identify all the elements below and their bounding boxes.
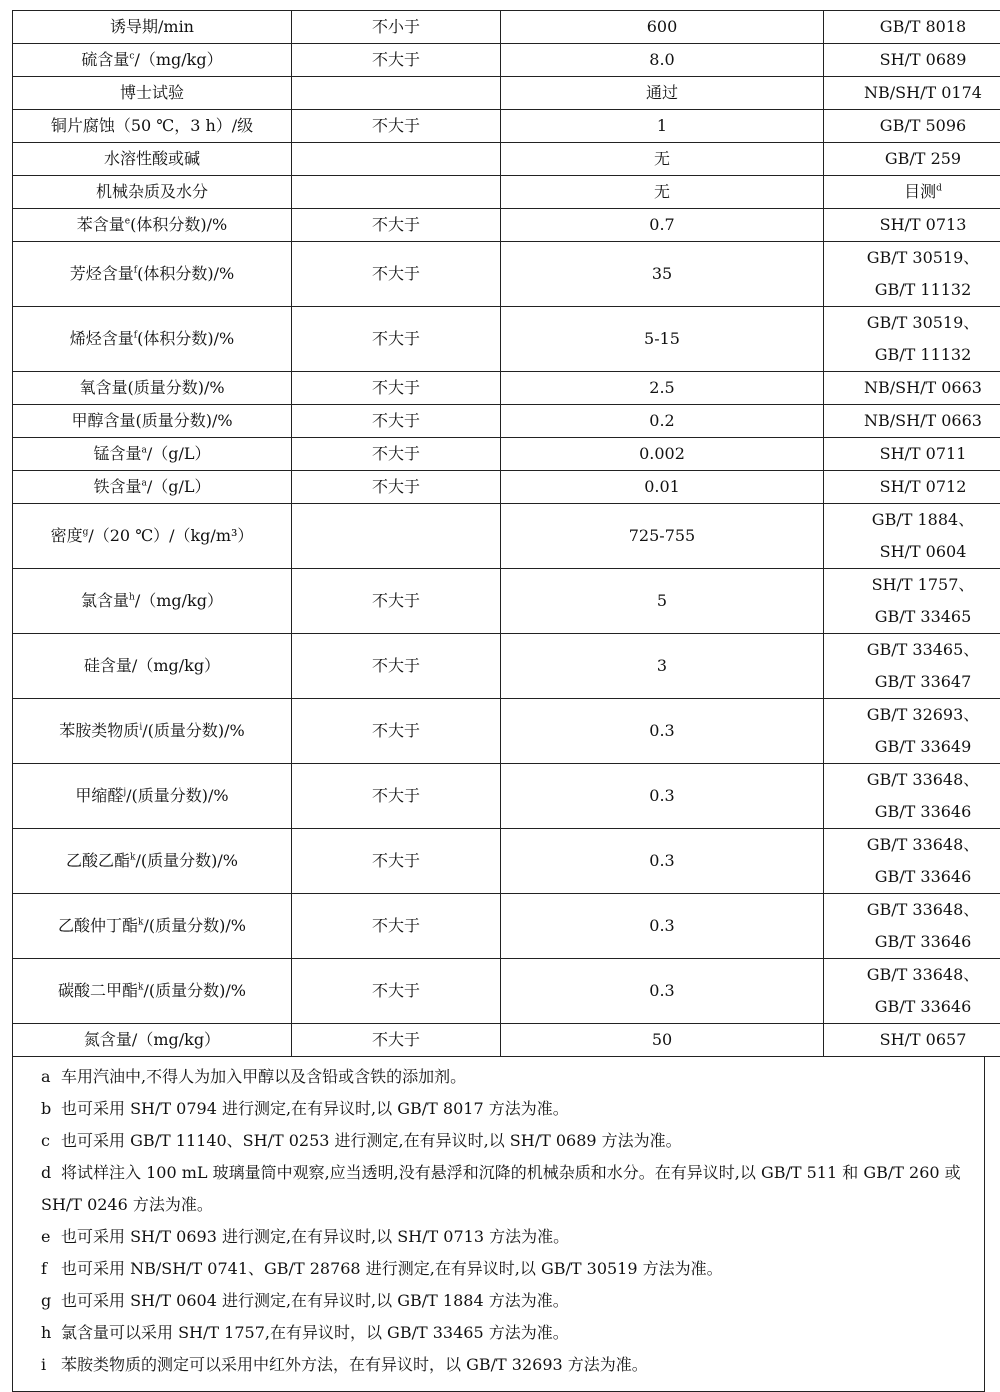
table-row (13, 764, 1000, 829)
footnote-i (13, 1349, 984, 1381)
method-line (828, 209, 1000, 241)
limit-cell: 不大于 (292, 471, 501, 504)
limit-cell: 不大于 (292, 405, 501, 438)
item-name: 甲醇含量(质量分数)/% (71, 411, 232, 430)
item-name: 锰含量 (93, 444, 141, 463)
value-cell: 50 (501, 1024, 824, 1057)
value-cell: 无 (501, 176, 824, 209)
item-name: 烯烃含量 (70, 329, 134, 348)
method-cell (824, 44, 1000, 77)
method-cell (824, 143, 1000, 176)
method-line (828, 829, 1000, 861)
table-row (13, 11, 1000, 44)
limit-cell: 不大于 (292, 438, 501, 471)
value-cell: 5 (501, 569, 824, 634)
item-unit: (体积分数)/% (130, 215, 227, 234)
method-cell (824, 634, 1000, 699)
method-line (828, 471, 1000, 503)
table-row (13, 405, 1000, 438)
footnotes (12, 1057, 985, 1392)
footnote-key: b (41, 1093, 61, 1125)
method-text: GB/T 33646 (875, 997, 972, 1016)
footnote-c (13, 1125, 984, 1157)
footnote-f (13, 1253, 984, 1285)
table-row (13, 242, 1000, 307)
method-text: GB/T 33648、 (867, 770, 980, 789)
item-cell (13, 959, 292, 1024)
item-cell (13, 438, 292, 471)
footnote-d (13, 1157, 984, 1221)
method-text: GB/T 33649 (875, 737, 972, 756)
table-row (13, 307, 1000, 372)
item-unit: /(质量分数)/% (144, 916, 246, 935)
table-row (13, 699, 1000, 764)
method-line (828, 569, 1000, 601)
method-cell (824, 569, 1000, 634)
method-text: SH/T 0711 (880, 444, 967, 463)
method-line (828, 536, 1000, 568)
limit-cell: 不大于 (292, 634, 501, 699)
spec-table (12, 10, 1000, 1057)
item-name: 诱导期/min (110, 17, 194, 36)
footnote-marker: c (129, 52, 134, 62)
item-cell (13, 209, 292, 242)
method-line (828, 110, 1000, 142)
table-row (13, 77, 1000, 110)
limit-cell (292, 143, 501, 176)
method-text: GB/T 32693、 (867, 705, 980, 724)
footnote-marker: k (138, 983, 143, 993)
footnote-text: 苯胺类物质的测定可以采用中红外方法，在有异议时，以 GB/T 32693 方法为准。 (61, 1355, 648, 1374)
limit-cell (292, 77, 501, 110)
table-row (13, 1024, 1000, 1057)
item-name: 乙酸乙酯 (66, 851, 130, 870)
table-row (13, 438, 1000, 471)
method-text: GB/T 33648、 (867, 965, 980, 984)
value-cell: 0.3 (501, 959, 824, 1024)
method-cell (824, 307, 1000, 372)
method-text: GB/T 30519、 (867, 313, 980, 332)
method-cell (824, 829, 1000, 894)
footnote-marker: a (141, 479, 146, 489)
value-cell: 5-15 (501, 307, 824, 372)
spec-sheet (12, 10, 986, 1392)
method-text: GB/T 33646 (875, 802, 972, 821)
footnote-g (13, 1285, 984, 1317)
method-cell (824, 405, 1000, 438)
method-line (828, 504, 1000, 536)
item-cell (13, 1024, 292, 1057)
limit-cell: 不大于 (292, 764, 501, 829)
item-unit: /(质量分数)/% (126, 786, 228, 805)
item-cell (13, 242, 292, 307)
method-line (828, 666, 1000, 698)
footnote-marker: i (139, 723, 142, 733)
method-line (828, 764, 1000, 796)
value-cell: 无 (501, 143, 824, 176)
footnote-marker: d (936, 184, 942, 194)
limit-cell (292, 504, 501, 569)
item-name: 氧含量(质量分数)/% (79, 378, 224, 397)
limit-cell: 不大于 (292, 110, 501, 143)
footnote-key: f (41, 1253, 61, 1285)
method-line (828, 405, 1000, 437)
method-text: NB/SH/T 0663 (864, 378, 982, 397)
method-line (828, 601, 1000, 633)
method-line (828, 274, 1000, 306)
limit-cell: 不大于 (292, 242, 501, 307)
footnote-text: 也可采用 SH/T 0604 进行测定,在有异议时,以 GB/T 1884 方法为准。 (61, 1291, 569, 1310)
footnote-marker: k (138, 918, 143, 928)
method-line (828, 991, 1000, 1023)
value-cell: 0.3 (501, 829, 824, 894)
footnote-key: h (41, 1317, 61, 1349)
item-name: 氮含量/（mg/kg） (84, 1030, 220, 1049)
item-cell (13, 894, 292, 959)
footnote-text: 也可采用 SH/T 0794 进行测定,在有异议时,以 GB/T 8017 方法为准。 (61, 1099, 569, 1118)
method-text: SH/T 0713 (880, 215, 967, 234)
limit-cell: 不大于 (292, 307, 501, 372)
item-name: 芳烃含量 (70, 264, 134, 283)
limit-cell: 不大于 (292, 894, 501, 959)
method-line (828, 339, 1000, 371)
method-cell (824, 471, 1000, 504)
table-row (13, 504, 1000, 569)
value-cell: 0.3 (501, 699, 824, 764)
item-name: 苯含量 (77, 215, 125, 234)
value-cell: 35 (501, 242, 824, 307)
value-cell: 2.5 (501, 372, 824, 405)
item-cell (13, 11, 292, 44)
item-unit: /（g/L） (147, 477, 211, 496)
item-cell (13, 307, 292, 372)
item-unit: /(质量分数)/% (136, 851, 238, 870)
table-row (13, 471, 1000, 504)
footnote-text: 氯含量可以采用 SH/T 1757,在有异议时，以 GB/T 33465 方法为准。 (61, 1323, 569, 1342)
table-row (13, 209, 1000, 242)
item-unit: /（mg/kg） (134, 50, 222, 69)
table-row (13, 176, 1000, 209)
method-text: GB/T 33648、 (867, 835, 980, 854)
value-cell: 0.2 (501, 405, 824, 438)
method-cell (824, 764, 1000, 829)
limit-cell (292, 176, 501, 209)
item-unit: /(质量分数)/% (142, 721, 244, 740)
method-line (828, 1024, 1000, 1056)
method-text: NB/SH/T 0174 (864, 83, 982, 102)
footnote-e (13, 1221, 984, 1253)
item-cell (13, 372, 292, 405)
item-cell (13, 143, 292, 176)
table-row (13, 372, 1000, 405)
limit-cell: 不大于 (292, 372, 501, 405)
item-name: 苯胺类物质 (59, 721, 139, 740)
item-name: 氯含量 (81, 591, 129, 610)
value-cell: 1 (501, 110, 824, 143)
limit-cell: 不大于 (292, 959, 501, 1024)
footnote-key: e (41, 1221, 61, 1253)
item-name: 博士试验 (120, 83, 184, 102)
method-text: GB/T 33465 (875, 607, 972, 626)
method-text: GB/T 33648、 (867, 900, 980, 919)
method-text: NB/SH/T 0663 (864, 411, 982, 430)
value-cell: 0.3 (501, 894, 824, 959)
method-line (828, 634, 1000, 666)
table-row (13, 569, 1000, 634)
method-text: SH/T 0689 (880, 50, 967, 69)
method-text: GB/T 5096 (880, 116, 966, 135)
method-text: GB/T 30519、 (867, 248, 980, 267)
method-text: GB/T 8018 (880, 17, 966, 36)
footnote-b (13, 1093, 984, 1125)
footnote-key: i (41, 1349, 61, 1381)
method-line (828, 894, 1000, 926)
item-unit: /（mg/kg） (135, 591, 223, 610)
method-line (828, 372, 1000, 404)
item-name: 铜片腐蚀（50 ℃，3 h）/级 (51, 116, 253, 135)
method-text: SH/T 0657 (880, 1030, 967, 1049)
footnote-marker: f (134, 266, 137, 276)
footnote-key: c (41, 1125, 61, 1157)
method-line (828, 176, 1000, 208)
method-text: SH/T 1757、 (872, 575, 975, 594)
footnote-text: 车用汽油中,不得人为加入甲醇以及含铅或含铁的添加剂。 (61, 1067, 466, 1086)
item-cell (13, 405, 292, 438)
item-name: 碳酸二甲酯 (58, 981, 138, 1000)
footnote-marker: e (125, 217, 130, 227)
footnote-text: 也可采用 SH/T 0693 进行测定,在有异议时,以 SH/T 0713 方法为准。 (61, 1227, 569, 1246)
method-cell (824, 438, 1000, 471)
item-cell (13, 44, 292, 77)
method-text: 目测 (904, 182, 936, 201)
item-name: 铁含量 (93, 477, 141, 496)
item-cell (13, 569, 292, 634)
method-cell (824, 209, 1000, 242)
method-cell (824, 959, 1000, 1024)
method-text: SH/T 0604 (880, 542, 967, 561)
method-cell (824, 504, 1000, 569)
method-text: GB/T 33646 (875, 932, 972, 951)
value-cell: 0.7 (501, 209, 824, 242)
footnote-key: g (41, 1285, 61, 1317)
method-cell (824, 242, 1000, 307)
table-row (13, 143, 1000, 176)
method-cell (824, 11, 1000, 44)
value-cell: 0.3 (501, 764, 824, 829)
table-row (13, 44, 1000, 77)
item-name: 乙酸仲丁酯 (58, 916, 138, 935)
method-line (828, 77, 1000, 109)
method-cell (824, 372, 1000, 405)
method-line (828, 143, 1000, 175)
method-line (828, 307, 1000, 339)
limit-cell: 不大于 (292, 569, 501, 634)
item-cell (13, 110, 292, 143)
table-row (13, 110, 1000, 143)
method-line (828, 796, 1000, 828)
value-cell: 725-755 (501, 504, 824, 569)
method-line (828, 242, 1000, 274)
method-text: GB/T 1884、 (872, 510, 974, 529)
table-row (13, 829, 1000, 894)
item-cell (13, 829, 292, 894)
value-cell: 600 (501, 11, 824, 44)
method-text: GB/T 33647 (875, 672, 972, 691)
item-cell (13, 176, 292, 209)
limit-cell: 不大于 (292, 1024, 501, 1057)
table-row (13, 959, 1000, 1024)
footnote-text: 也可采用 GB/T 11140、SH/T 0253 进行测定,在有异议时,以 SH/T 0689 方法为准。 (61, 1131, 682, 1150)
item-cell (13, 471, 292, 504)
limit-cell: 不大于 (292, 699, 501, 764)
footnote-text: 将试样注入 100 mL 玻璃量筒中观察,应当透明,没有悬浮和沉降的机械杂质和水分。在有异议时,以 GB/T 511 和 GB/T 260 或 SH/T 0246 方法为准。 (41, 1163, 961, 1214)
method-line (828, 959, 1000, 991)
item-cell (13, 634, 292, 699)
method-text: GB/T 33465、 (867, 640, 980, 659)
method-line (828, 699, 1000, 731)
item-cell (13, 77, 292, 110)
method-text: GB/T 33646 (875, 867, 972, 886)
table-row (13, 634, 1000, 699)
method-line (828, 11, 1000, 43)
method-line (828, 731, 1000, 763)
method-text: GB/T 11132 (875, 345, 972, 364)
method-line (828, 926, 1000, 958)
method-cell (824, 1024, 1000, 1057)
item-unit: /（20 ℃）/（kg/m³） (88, 526, 253, 545)
value-cell: 通过 (501, 77, 824, 110)
method-line (828, 44, 1000, 76)
item-unit: (体积分数)/% (137, 329, 234, 348)
value-cell: 0.002 (501, 438, 824, 471)
footnote-key: d (41, 1157, 61, 1189)
footnote-marker: h (129, 593, 135, 603)
method-text: GB/T 259 (885, 149, 961, 168)
method-text: GB/T 11132 (875, 280, 972, 299)
limit-cell: 不大于 (292, 829, 501, 894)
value-cell: 8.0 (501, 44, 824, 77)
item-name: 密度 (51, 526, 83, 545)
spec-table-body (13, 11, 1000, 1057)
method-line (828, 861, 1000, 893)
footnote-marker: f (134, 331, 137, 341)
value-cell: 0.01 (501, 471, 824, 504)
limit-cell: 不小于 (292, 11, 501, 44)
method-cell (824, 699, 1000, 764)
footnote-text: 也可采用 NB/SH/T 0741、GB/T 28768 进行测定,在有异议时,以 GB/T 30519 方法为准。 (61, 1259, 723, 1278)
footnote-marker: k (130, 853, 135, 863)
footnote-a (13, 1061, 984, 1093)
limit-cell: 不大于 (292, 44, 501, 77)
method-cell (824, 77, 1000, 110)
footnote-marker: a (141, 446, 146, 456)
limit-cell: 不大于 (292, 209, 501, 242)
method-cell (824, 894, 1000, 959)
item-cell (13, 764, 292, 829)
item-name: 硫含量 (81, 50, 129, 69)
value-cell: 3 (501, 634, 824, 699)
item-name: 甲缩醛 (75, 786, 123, 805)
item-name: 硅含量/（mg/kg） (84, 656, 220, 675)
item-cell (13, 699, 292, 764)
footnote-h (13, 1317, 984, 1349)
method-cell (824, 176, 1000, 209)
table-row (13, 894, 1000, 959)
method-line (828, 438, 1000, 470)
method-cell (824, 110, 1000, 143)
item-unit: (体积分数)/% (137, 264, 234, 283)
footnote-marker: g (83, 528, 89, 538)
method-text: SH/T 0712 (880, 477, 967, 496)
item-unit: /（g/L） (147, 444, 211, 463)
footnote-marker: j (123, 788, 126, 798)
item-name: 水溶性酸或碱 (104, 149, 200, 168)
item-unit: /(质量分数)/% (144, 981, 246, 1000)
item-name: 机械杂质及水分 (96, 182, 208, 201)
item-cell (13, 504, 292, 569)
footnote-key: a (41, 1061, 61, 1093)
